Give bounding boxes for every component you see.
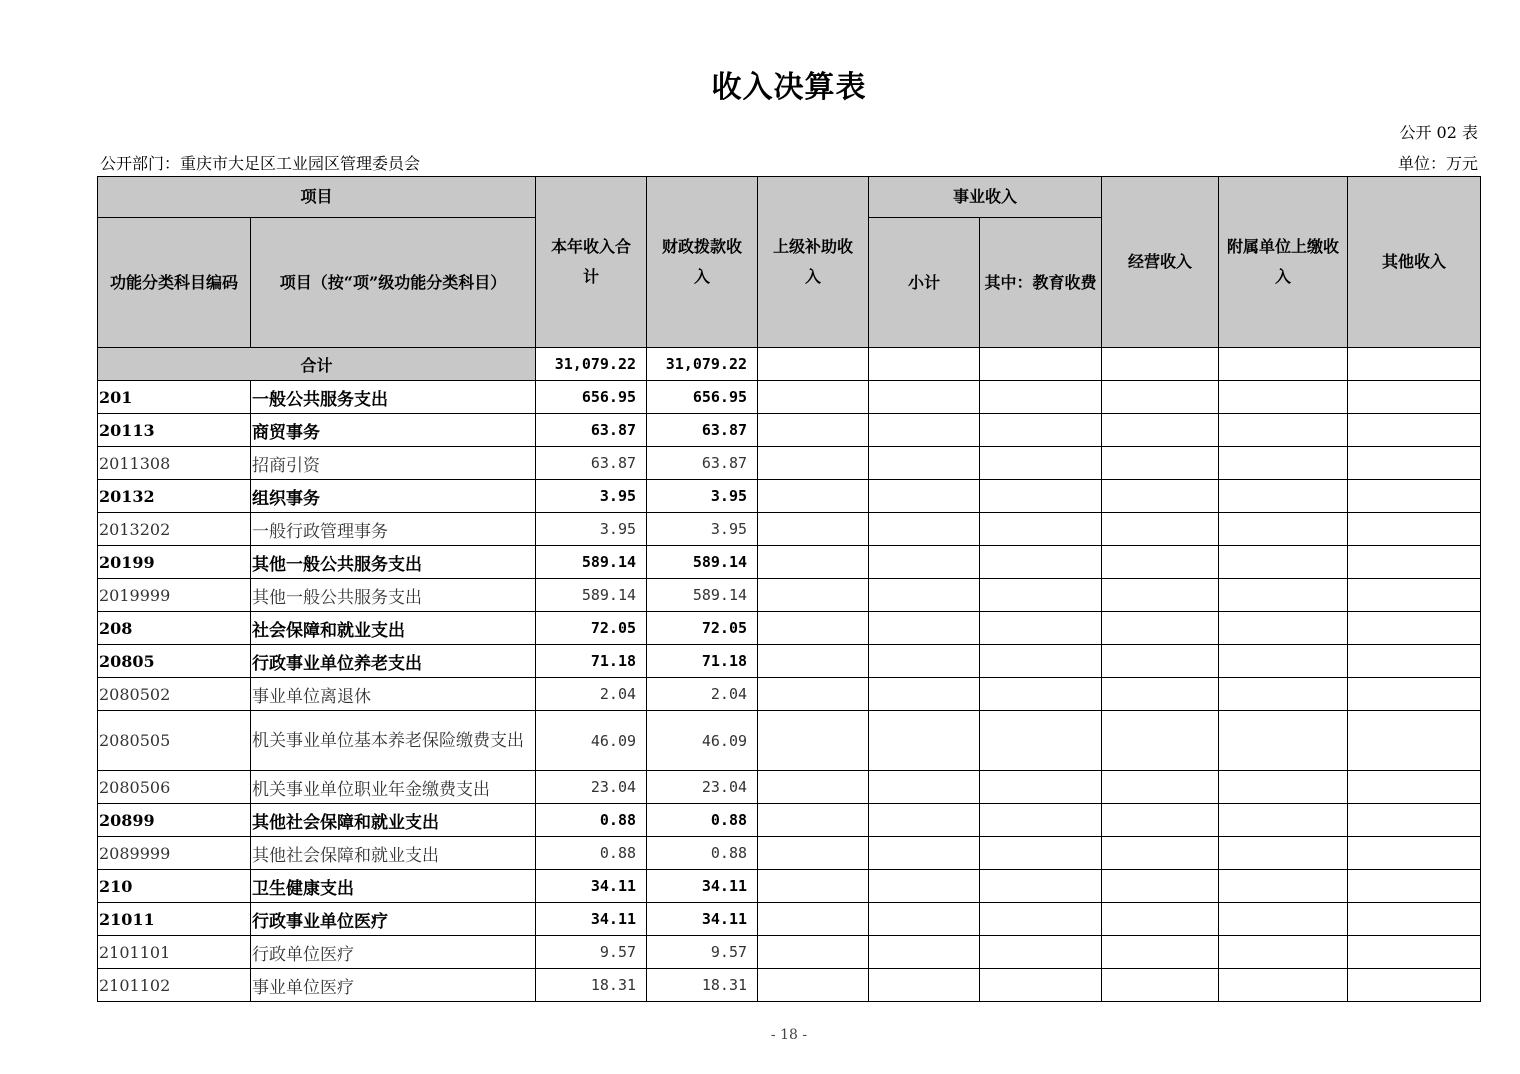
empty-cell: [1348, 969, 1481, 1002]
header-operating: 经营收入: [1102, 177, 1219, 348]
empty-cell: [1219, 480, 1348, 513]
row-code: 20899: [98, 804, 251, 837]
header-fiscal: 财政拨款收入: [647, 177, 758, 348]
empty-cell: [1102, 645, 1219, 678]
empty-cell: [1102, 414, 1219, 447]
row-name: 组织事务: [251, 480, 536, 513]
row-name: 其他一般公共服务支出: [251, 579, 536, 612]
table-row: [98, 711, 1481, 771]
empty-cell: [869, 870, 980, 903]
empty-cell: [869, 546, 980, 579]
empty-cell: [869, 414, 980, 447]
income-table: [97, 176, 1481, 1002]
table-row: [98, 480, 1481, 513]
empty-cell: [1348, 678, 1481, 711]
header-other: 其他收入: [1348, 177, 1481, 348]
empty-cell: [1219, 513, 1348, 546]
row-name: 机关事业单位职业年金缴费支出: [251, 771, 536, 804]
empty-cell: [1219, 645, 1348, 678]
row-total-income: 34.11: [536, 903, 647, 936]
empty-cell: [980, 969, 1102, 1002]
empty-cell: [1348, 771, 1481, 804]
empty-cell: [1102, 546, 1219, 579]
empty-cell: [980, 414, 1102, 447]
row-total-income: 34.11: [536, 870, 647, 903]
row-fiscal: 18.31: [647, 969, 758, 1002]
row-fiscal: 72.05: [647, 612, 758, 645]
table-row: [98, 546, 1481, 579]
empty-cell: [1219, 381, 1348, 414]
row-code: 201: [98, 381, 251, 414]
empty-cell: [869, 513, 980, 546]
empty-cell: [1219, 969, 1348, 1002]
empty-cell: [869, 969, 980, 1002]
row-code: 2011308: [98, 447, 251, 480]
row-code: 2080505: [98, 711, 251, 771]
row-name: 其他社会保障和就业支出: [251, 804, 536, 837]
empty-cell: [980, 804, 1102, 837]
empty-cell: [758, 903, 869, 936]
empty-cell: [758, 804, 869, 837]
empty-cell: [1102, 804, 1219, 837]
empty-cell: [1219, 414, 1348, 447]
row-fiscal: 63.87: [647, 447, 758, 480]
row-name: 商贸事务: [251, 414, 536, 447]
row-name: 事业单位医疗: [251, 969, 536, 1002]
empty-cell: [980, 447, 1102, 480]
empty-cell: [1348, 381, 1481, 414]
empty-cell: [869, 903, 980, 936]
row-fiscal: 63.87: [647, 414, 758, 447]
empty-cell: [1348, 645, 1481, 678]
page-title: 收入决算表: [711, 70, 867, 105]
row-total-income: 3.95: [536, 513, 647, 546]
empty-cell: [980, 579, 1102, 612]
row-fiscal: 2.04: [647, 678, 758, 711]
row-code: 20113: [98, 414, 251, 447]
empty-cell: [1219, 771, 1348, 804]
unit-label: 单位：万元: [1397, 154, 1478, 173]
empty-cell: [869, 579, 980, 612]
header-project: 项目: [98, 177, 536, 218]
empty-cell: [1348, 480, 1481, 513]
empty-cell: [980, 513, 1102, 546]
empty-cell: [1348, 447, 1481, 480]
empty-cell: [869, 645, 980, 678]
table-row: [98, 447, 1481, 480]
row-total-income: 2.04: [536, 678, 647, 711]
empty-cell: [1348, 804, 1481, 837]
row-code: 20805: [98, 645, 251, 678]
header-affiliated: 附属单位上缴收入: [1219, 177, 1348, 348]
row-code: 2019999: [98, 579, 251, 612]
empty-cell: [1219, 837, 1348, 870]
empty-cell: [980, 678, 1102, 711]
empty-cell: [980, 711, 1102, 771]
row-code: 2101102: [98, 969, 251, 1002]
table-row: [98, 513, 1481, 546]
empty-cell: [1348, 870, 1481, 903]
row-total-income: 18.31: [536, 969, 647, 1002]
empty-cell: [980, 771, 1102, 804]
empty-cell: [1348, 936, 1481, 969]
empty-cell: [1219, 903, 1348, 936]
empty-cell: [980, 837, 1102, 870]
header-code: 功能分类科目编码: [98, 218, 251, 348]
table-row: [98, 804, 1481, 837]
empty-cell: [1219, 579, 1348, 612]
row-name: 一般公共服务支出: [251, 381, 536, 414]
page-number: - 18 -: [770, 1027, 808, 1043]
table-row: [98, 771, 1481, 804]
empty-cell: [1348, 546, 1481, 579]
row-total-income: 63.87: [536, 414, 647, 447]
empty-cell: [869, 678, 980, 711]
empty-cell: [1102, 579, 1219, 612]
row-total-income: 3.95: [536, 480, 647, 513]
empty-cell: [869, 837, 980, 870]
empty-cell: [980, 480, 1102, 513]
form-number: 公开 02 表: [1399, 123, 1478, 142]
row-fiscal: 589.14: [647, 546, 758, 579]
department-label: 公开部门：重庆市大足区工业园区管理委员会: [100, 154, 421, 173]
empty-cell: [1102, 612, 1219, 645]
row-total-income: 589.14: [536, 546, 647, 579]
total-row: [98, 348, 1481, 381]
row-code: 2080502: [98, 678, 251, 711]
empty-cell: [758, 513, 869, 546]
empty-cell: [1219, 870, 1348, 903]
row-fiscal: 0.88: [647, 804, 758, 837]
table-row: [98, 414, 1481, 447]
row-total-income: 23.04: [536, 771, 647, 804]
row-code: 21011: [98, 903, 251, 936]
table-row: [98, 837, 1481, 870]
table-row: [98, 870, 1481, 903]
empty-cell: [1102, 837, 1219, 870]
empty-cell: [869, 771, 980, 804]
row-name: 其他社会保障和就业支出: [251, 837, 536, 870]
row-total-income: 656.95: [536, 381, 647, 414]
empty-cell: [1219, 678, 1348, 711]
row-fiscal: 9.57: [647, 936, 758, 969]
empty-cell: [980, 936, 1102, 969]
table-row: [98, 645, 1481, 678]
empty-cell: [1102, 711, 1219, 771]
row-fiscal: 34.11: [647, 870, 758, 903]
empty-cell: [869, 480, 980, 513]
table-row: [98, 381, 1481, 414]
header-education: 其中：教育收费: [980, 218, 1102, 348]
empty-cell: [1102, 447, 1219, 480]
empty-cell: [1348, 612, 1481, 645]
empty-cell: [758, 579, 869, 612]
row-code: 2080506: [98, 771, 251, 804]
table-row: [98, 579, 1481, 612]
row-total-income: 9.57: [536, 936, 647, 969]
empty-cell: [869, 381, 980, 414]
empty-cell: [1102, 903, 1219, 936]
row-total-income: 589.14: [536, 579, 647, 612]
row-name: 卫生健康支出: [251, 870, 536, 903]
empty-cell: [1102, 936, 1219, 969]
row-code: 2089999: [98, 837, 251, 870]
row-name: 行政单位医疗: [251, 936, 536, 969]
row-fiscal: 0.88: [647, 837, 758, 870]
empty-cell: [758, 645, 869, 678]
row-name: 一般行政管理事务: [251, 513, 536, 546]
row-fiscal: 3.95: [647, 513, 758, 546]
row-name: 事业单位离退休: [251, 678, 536, 711]
row-fiscal: 71.18: [647, 645, 758, 678]
row-total-income: 0.88: [536, 837, 647, 870]
table-row: [98, 936, 1481, 969]
header-superior: 上级补助收入: [758, 177, 869, 348]
row-fiscal: 656.95: [647, 381, 758, 414]
empty-cell: [758, 837, 869, 870]
empty-cell: [758, 936, 869, 969]
empty-cell: [758, 447, 869, 480]
empty-cell: [869, 447, 980, 480]
empty-cell: [1219, 804, 1348, 837]
empty-cell: [1102, 678, 1219, 711]
empty-cell: [758, 381, 869, 414]
empty-cell: [980, 546, 1102, 579]
empty-cell: [1102, 513, 1219, 546]
table-row: [98, 969, 1481, 1002]
row-code: 20199: [98, 546, 251, 579]
total-label: 合计: [98, 348, 536, 381]
empty-cell: [758, 612, 869, 645]
row-code: 208: [98, 612, 251, 645]
empty-cell: [758, 546, 869, 579]
empty-cell: [1219, 936, 1348, 969]
empty-cell: [869, 711, 980, 771]
row-name: 行政事业单位医疗: [251, 903, 536, 936]
row-total-income: 0.88: [536, 804, 647, 837]
empty-cell: [869, 612, 980, 645]
empty-cell: [758, 711, 869, 771]
empty-cell: [1102, 870, 1219, 903]
empty-cell: [980, 903, 1102, 936]
empty-cell: [1102, 480, 1219, 513]
empty-cell: [1102, 771, 1219, 804]
empty-cell: [1348, 903, 1481, 936]
empty-cell: [1102, 969, 1219, 1002]
empty-cell: [758, 870, 869, 903]
empty-cell: [1102, 381, 1219, 414]
row-fiscal: 46.09: [647, 711, 758, 771]
table-row: [98, 903, 1481, 936]
empty-cell: [758, 414, 869, 447]
empty-cell: [758, 480, 869, 513]
row-name: 其他一般公共服务支出: [251, 546, 536, 579]
row-name: 机关事业单位基本养老保险缴费支出: [251, 711, 536, 771]
empty-cell: [1219, 546, 1348, 579]
row-fiscal: 34.11: [647, 903, 758, 936]
empty-cell: [869, 804, 980, 837]
row-code: 20132: [98, 480, 251, 513]
row-fiscal: 589.14: [647, 579, 758, 612]
empty-cell: [980, 870, 1102, 903]
header-total-income: 本年收入合计: [536, 177, 647, 348]
table-row: [98, 612, 1481, 645]
total-income-value: 31,079.22: [536, 348, 647, 381]
row-name: 行政事业单位养老支出: [251, 645, 536, 678]
total-fiscal-value: 31,079.22: [647, 348, 758, 381]
empty-cell: [1348, 414, 1481, 447]
empty-cell: [869, 936, 980, 969]
empty-cell: [980, 381, 1102, 414]
header-subtotal: 小计: [869, 218, 980, 348]
empty-cell: [758, 771, 869, 804]
empty-cell: [758, 678, 869, 711]
header-business-income: 事业收入: [869, 177, 1102, 218]
row-name: 招商引资: [251, 447, 536, 480]
empty-cell: [980, 645, 1102, 678]
row-code: 2101101: [98, 936, 251, 969]
empty-cell: [1219, 447, 1348, 480]
row-total-income: 63.87: [536, 447, 647, 480]
empty-cell: [1348, 579, 1481, 612]
row-total-income: 46.09: [536, 711, 647, 771]
empty-cell: [758, 969, 869, 1002]
row-fiscal: 23.04: [647, 771, 758, 804]
table-row: [98, 678, 1481, 711]
empty-cell: [1348, 711, 1481, 771]
row-total-income: 72.05: [536, 612, 647, 645]
empty-cell: [1219, 612, 1348, 645]
row-total-income: 71.18: [536, 645, 647, 678]
empty-cell: [1219, 711, 1348, 771]
empty-cell: [1348, 513, 1481, 546]
empty-cell: [1348, 837, 1481, 870]
header-name: 项目（按“项”级功能分类科目）: [251, 218, 536, 348]
row-fiscal: 3.95: [647, 480, 758, 513]
empty-cell: [980, 612, 1102, 645]
row-name: 社会保障和就业支出: [251, 612, 536, 645]
row-code: 210: [98, 870, 251, 903]
row-code: 2013202: [98, 513, 251, 546]
